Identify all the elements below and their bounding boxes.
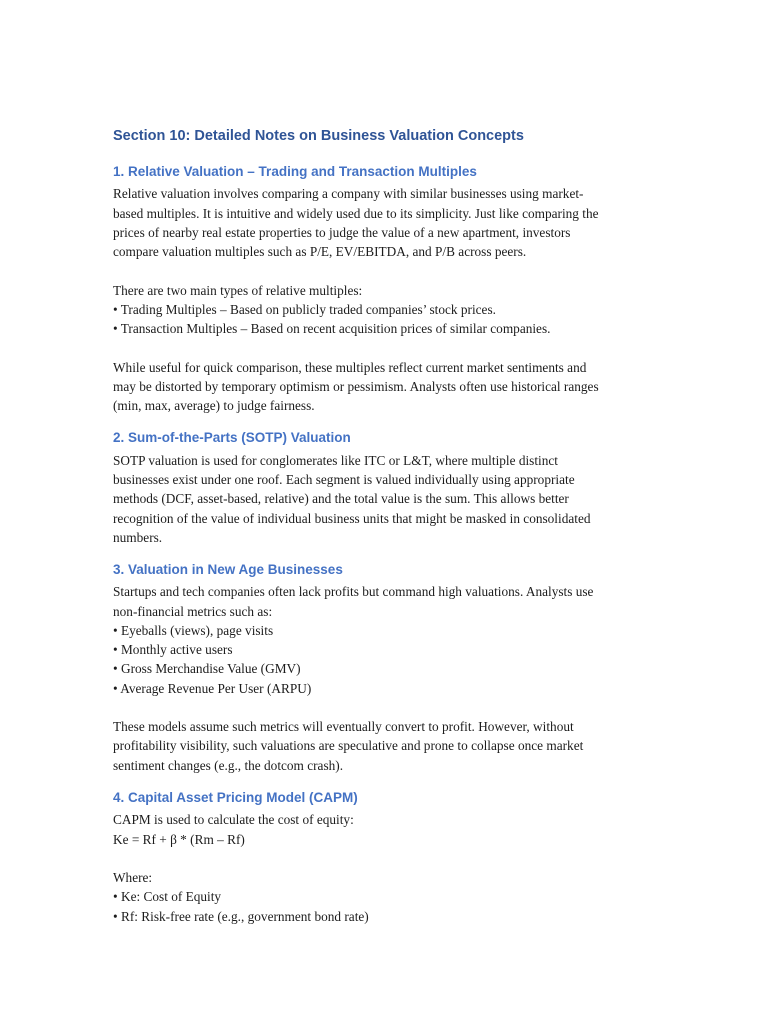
text-line: Where: — [113, 870, 153, 886]
text-line: While useful for quick comparison, these multiples reflect current market sentiments and — [113, 359, 587, 375]
text-line: SOTP valuation is used for conglomerates like ITC or L&T, where multiple distinct — [113, 452, 558, 468]
bullet-item: • Gross Merchandise Value (GMV) — [113, 661, 301, 677]
text-line: methods (DCF, asset-based, relative) and the total value is the sum. This allows better — [113, 491, 569, 507]
document-body — [113, 125, 713, 926]
text-line: based multiples. It is intuitive and widely used due to its simplicity. Just like comparing the — [113, 205, 599, 221]
text-line: businesses exist under one roof. Each segment is valued individually using appropriate — [113, 472, 575, 488]
text-line: sentiment changes (e.g., the dotcom crash). — [113, 757, 344, 773]
text-line: (min, max, average) to judge fairness. — [113, 398, 315, 414]
section-heading: 4. Capital Asset Pricing Model (CAPM) — [113, 789, 358, 805]
bullet-item: • Trading Multiples – Based on publicly traded companies’ stock prices. — [113, 301, 496, 317]
paragraph — [113, 281, 713, 339]
paragraph — [113, 717, 713, 775]
section-new-age-businesses — [113, 560, 713, 775]
paragraph — [113, 868, 713, 926]
paragraph — [113, 358, 713, 416]
text-line: prices of nearby real estate properties to judge the value of a new apartment, investors — [113, 224, 571, 240]
bullet-item: • Monthly active users — [113, 642, 233, 658]
bullet-item: • Average Revenue Per User (ARPU) — [113, 680, 312, 696]
bullet-item: • Eyeballs (views), page visits — [113, 622, 274, 638]
text-line: There are two main types of relative multiples: — [113, 282, 363, 298]
section-capm — [113, 788, 713, 926]
text-line: recognition of the value of individual business units that might be masked in consolidated — [113, 510, 591, 526]
text-line: profitability visibility, such valuations are speculative and prone to collapse once market — [113, 738, 584, 754]
paragraph — [113, 810, 713, 849]
bullet-item: • Ke: Cost of Equity — [113, 889, 222, 905]
bullet-item: • Rf: Risk-free rate (e.g., government bond rate) — [113, 908, 369, 924]
paragraph — [113, 451, 713, 547]
text-line: These models assume such metrics will eventually convert to profit. However, without — [113, 719, 574, 735]
text-line: compare valuation multiples such as P/E, EV/EBITDA, and P/B across peers. — [113, 244, 527, 260]
paragraph — [113, 582, 713, 698]
section-relative-valuation — [113, 162, 713, 415]
page-title: Section 10: Detailed Notes on Business Valuation Concepts — [113, 128, 524, 144]
text-line: Startups and tech companies often lack profits but command high valuations. Analysts use — [113, 584, 594, 600]
text-line: CAPM is used to calculate the cost of equity: — [113, 812, 354, 828]
section-heading: 3. Valuation in New Age Businesses — [113, 562, 343, 578]
text-line: numbers. — [113, 529, 163, 545]
section-heading: 1. Relative Valuation – Trading and Transaction Multiples — [113, 164, 477, 179]
text-line: may be distorted by temporary optimism or pessimism. Analysts often use historical ranges — [113, 378, 599, 394]
text-line: non-financial metrics such as: — [113, 603, 273, 619]
section-heading: 2. Sum-of-the-Parts (SOTP) Valuation — [113, 430, 351, 446]
paragraph — [113, 184, 713, 261]
bullet-item: • Transaction Multiples – Based on recent acquisition prices of similar companies. — [113, 321, 551, 337]
section-sotp-valuation — [113, 428, 713, 547]
text-line: Relative valuation involves comparing a company with similar businesses using market- — [113, 186, 584, 202]
capm-formula: Ke = Rf + β * (Rm – Rf) — [113, 831, 245, 847]
